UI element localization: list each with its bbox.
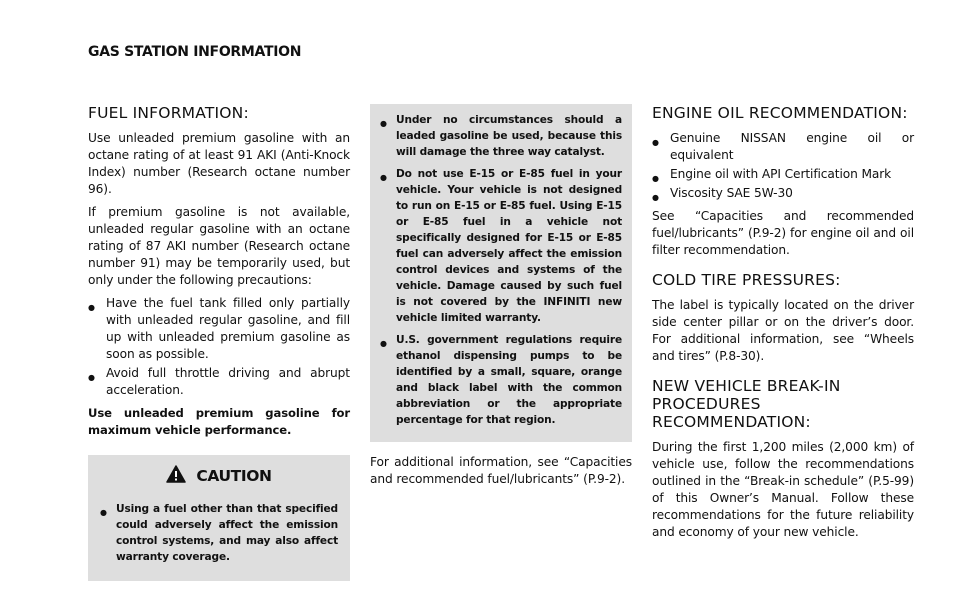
list-item: ● U.S. government regulations require ethanol dispensing pumps to be identified by a small, square, orange and black label with the common abbreviation or the appropriate percentage for that region. — [380, 334, 622, 426]
fuel-paragraph-1: Use unleaded premium gasoline with an octane rating of at least 91 AKI (Anti-Knock Index) number (Research octane number 96). — [88, 131, 350, 196]
tire-pressure-text: The label is typically located on the driver side center pillar or on the driver’s door. For additional information, see “Wheels and tires” (P.8-30). — [652, 298, 914, 363]
caution-box — [88, 455, 350, 581]
bullet-icon: ● — [380, 339, 387, 348]
break-in-text: During the first 1,200 miles (2,000 km) of vehicle use, follow the recommendations outlined in the “Break-in schedule” (P.5-99) of this Owner’s Manual. Follow these recommendations for the future reliability and economy of your new vehicle. — [652, 440, 914, 539]
list-item: ● Have the fuel tank filled only partially with unleaded regular gasoline, and fill up with unleaded premium gasoline as soon as possible. — [88, 296, 350, 361]
caution-list-continued — [380, 112, 622, 428]
list-item: ● Avoid full throttle driving and abrupt acceleration. — [88, 366, 350, 397]
list-item: ● Using a fuel other than that specified could adversely affect the emission control systems, and may also affect warranty coverage. — [100, 503, 338, 563]
caution-box-continued — [370, 104, 632, 442]
column-recommendations — [652, 104, 914, 547]
engine-oil-bullet-list — [652, 130, 914, 202]
column-caution-continued — [370, 104, 632, 494]
fuel-paragraph-2: If premium gasoline is not available, unleaded regular gasoline with an octane rating of 87 AKI number (Research octane number 91) may be temporarily used, but only under the following precautions: — [88, 205, 350, 287]
additional-info-text: For additional information, see “Capacities and recommended fuel/lubricants” (P.9-2). — [370, 455, 632, 486]
fuel-bold-note: Use unleaded premium gasoline for maximum vehicle performance. — [88, 406, 350, 437]
tire-pressure-heading: COLD TIRE PRESSURES: — [652, 271, 841, 289]
list-item: ● Engine oil with API Certification Mark — [652, 166, 914, 183]
bullet-icon: ● — [100, 508, 107, 517]
list-item: ● Under no circumstances should a leaded gasoline be used, because this will damage the three way catalyst. — [380, 114, 622, 158]
bullet-icon: ● — [652, 193, 659, 202]
warning-triangle-icon — [166, 465, 186, 487]
engine-oil-heading: ENGINE OIL RECOMMENDATION: — [652, 104, 908, 122]
list-item: ● Viscosity SAE 5W-30 — [652, 185, 914, 202]
break-in-heading: NEW VEHICLE BREAK-IN PROCEDURES RECOMMENDATION: — [652, 377, 841, 431]
engine-oil-text: See “Capacities and recommended fuel/lubricants” (P.9-2) for engine oil and oil filter recommendation. — [652, 209, 914, 257]
list-item: ● Genuine NISSAN engine oil or equivalent — [652, 131, 914, 162]
bullet-icon: ● — [88, 303, 95, 312]
fuel-bullet-list — [88, 295, 350, 399]
bullet-icon: ● — [88, 373, 95, 382]
caution-title — [100, 465, 338, 487]
caution-list — [100, 501, 338, 565]
bullet-icon: ● — [652, 138, 659, 147]
page-header: GAS STATION INFORMATION — [88, 44, 302, 60]
list-item: ● Do not use E-15 or E-85 fuel in your vehicle. Your vehicle is not designed to run on E-15 or E-85 fuel. Using E-15 or E-85 fuel in a vehicle not specifically designed for E-15 or E-85 fuel can adversely affect the emission control devices and systems of the vehicle. Damage caused by such fuel is not covered by the INFINITI new vehicle limited warranty. — [380, 168, 622, 324]
caution-label: CAUTION — [196, 467, 272, 485]
bullet-icon: ● — [652, 174, 659, 183]
column-fuel-information — [88, 104, 350, 581]
fuel-heading: FUEL INFORMATION: — [88, 104, 249, 122]
bullet-icon: ● — [380, 119, 387, 128]
bullet-icon: ● — [380, 173, 387, 182]
